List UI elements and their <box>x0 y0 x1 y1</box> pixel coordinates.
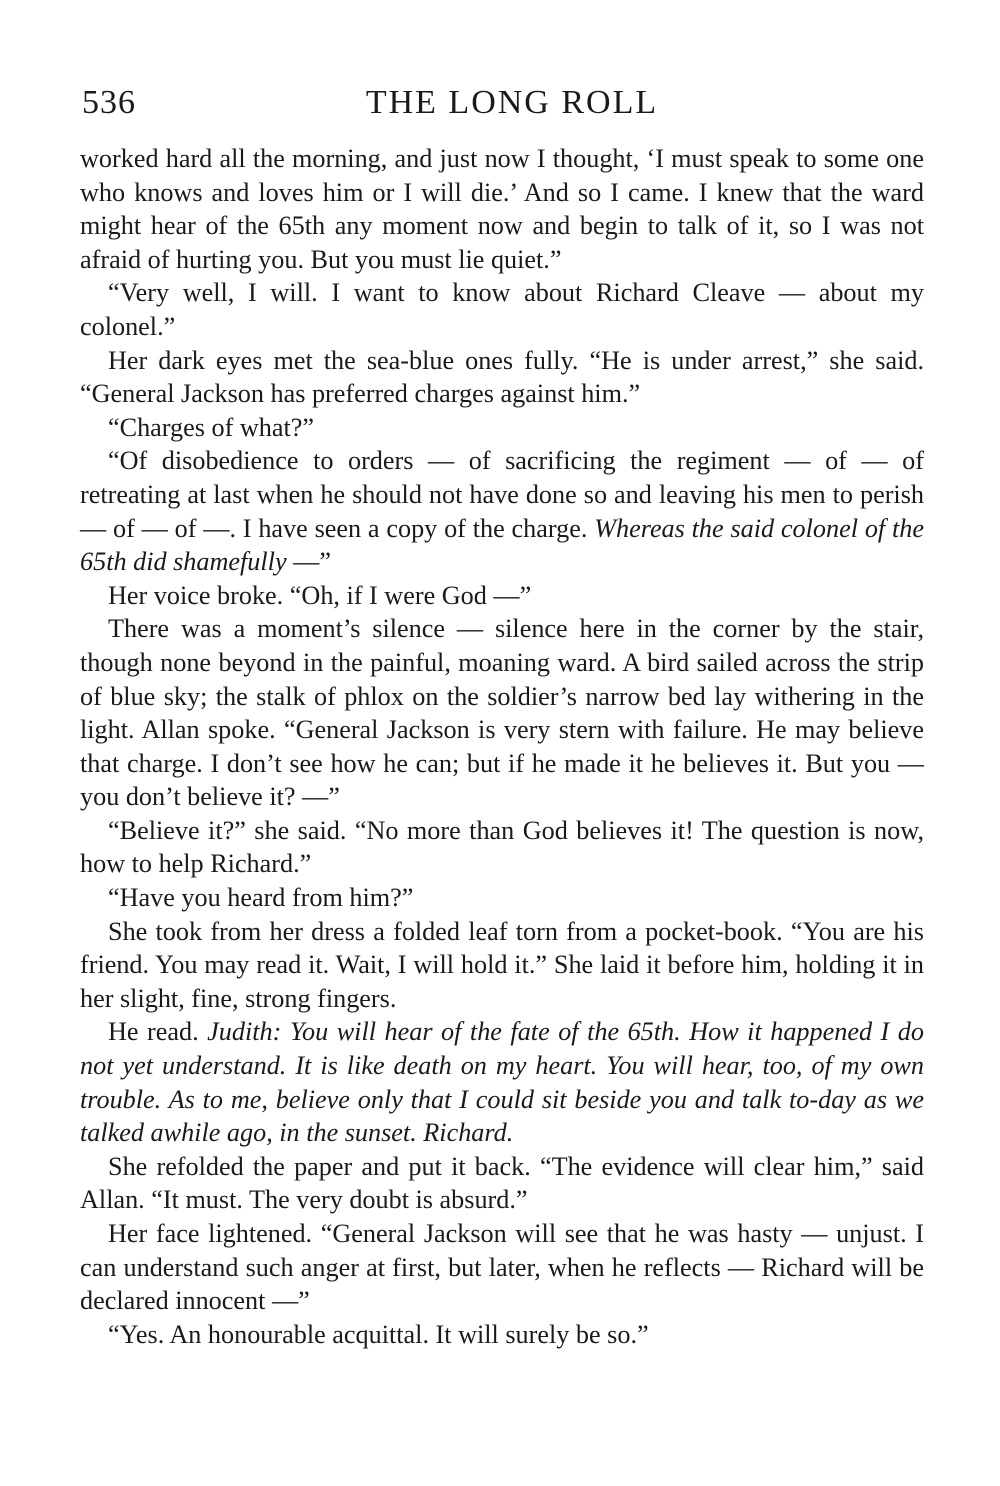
page-number: 536 <box>82 84 136 121</box>
paragraph: She refolded the paper and put it back. “The evidence will clear him,” said Allan. “It must. The very doubt is absurd.” <box>80 1151 924 1215</box>
paragraph: “Very well, I will. I want to know about Richard Cleave — about my colonel.” <box>80 278 924 341</box>
italic-charge-text: Whereas the said colonel of the 65th did shamefully <box>80 513 924 577</box>
paragraph: Her dark eyes met the sea-blue ones fully. “He is under arrest,” she said. “General Jackson has preferred charges against him.” <box>80 345 924 409</box>
book-title: THE LONG ROLL <box>365 84 659 121</box>
paragraph: “Have you heard from him?” <box>108 883 414 913</box>
paragraph: worked hard all the morning, and just now I thought, ‘I must speak to some one who knows and loves him or I will die.’ And so I came. I knew that the ward might hear of the 65th any moment now and begin to talk of it, so I was not afraid of hurting you. But you must lie quiet.” <box>80 144 924 274</box>
paragraph: She took from her dress a folded leaf torn from a pocket-book. “You are his friend. You may read it. Wait, I will hold it.” She laid it before him, holding it in her slight, fine, strong fingers. <box>80 916 924 1013</box>
paragraph: “Of disobedience to orders — of sacrificing the regiment — of — of retreating at last when he should not have done so and leaving his men to perish — of — of —. I have seen a copy of the charge. Whereas the said colonel of the 65th did shamefully —” <box>80 446 924 577</box>
paragraph: “Charges of what?” <box>108 412 315 442</box>
paragraph: “Yes. An honourable acquittal. It will surely be so.” <box>108 1319 649 1349</box>
paragraph: Her voice broke. “Oh, if I were God —” <box>108 580 532 610</box>
paragraph: Her face lightened. “General Jackson will see that he was hasty — unjust. I can understand such anger at first, but later, when he reflects — Richard will be declared innocent —” <box>80 1219 924 1316</box>
paragraph: There was a moment’s silence — silence here in the corner by the stair, though none beyond in the painful, moaning ward. A bird sailed across the strip of blue sky; the stalk of phlox on the soldier’s narrow bed lay withering in the light. Allan spoke. “General Jackson is very stern with failure. He may believe that charge. I don’t see how he can; but if he made it he believes it. But you — you don’t believe it? —” <box>80 614 924 812</box>
book-page <box>80 84 924 1351</box>
running-head <box>80 84 924 132</box>
italic-letter-text: Judith: You will hear of the fate of the 65th. How it happened I do not yet understand. It is like death on my heart. You will hear, too, of my own trouble. As to me, believe only that I could sit beside you and talk to-day as we talked awhile ago, in the sunset. Richard. <box>80 1017 924 1148</box>
paragraph: “Believe it?” she said. “No more than God believes it! The question is now, how to help Richard.” <box>80 815 924 879</box>
paragraph: He read. Judith: You will hear of the fate of the 65th. How it happened I do not yet understand. It is like death on my heart. You will hear, too, of my own trouble. As to me, believe only that I could sit beside you and talk to-day as we talked awhile ago, in the sunset. Richard. <box>80 1017 924 1148</box>
body-text <box>80 142 924 1351</box>
